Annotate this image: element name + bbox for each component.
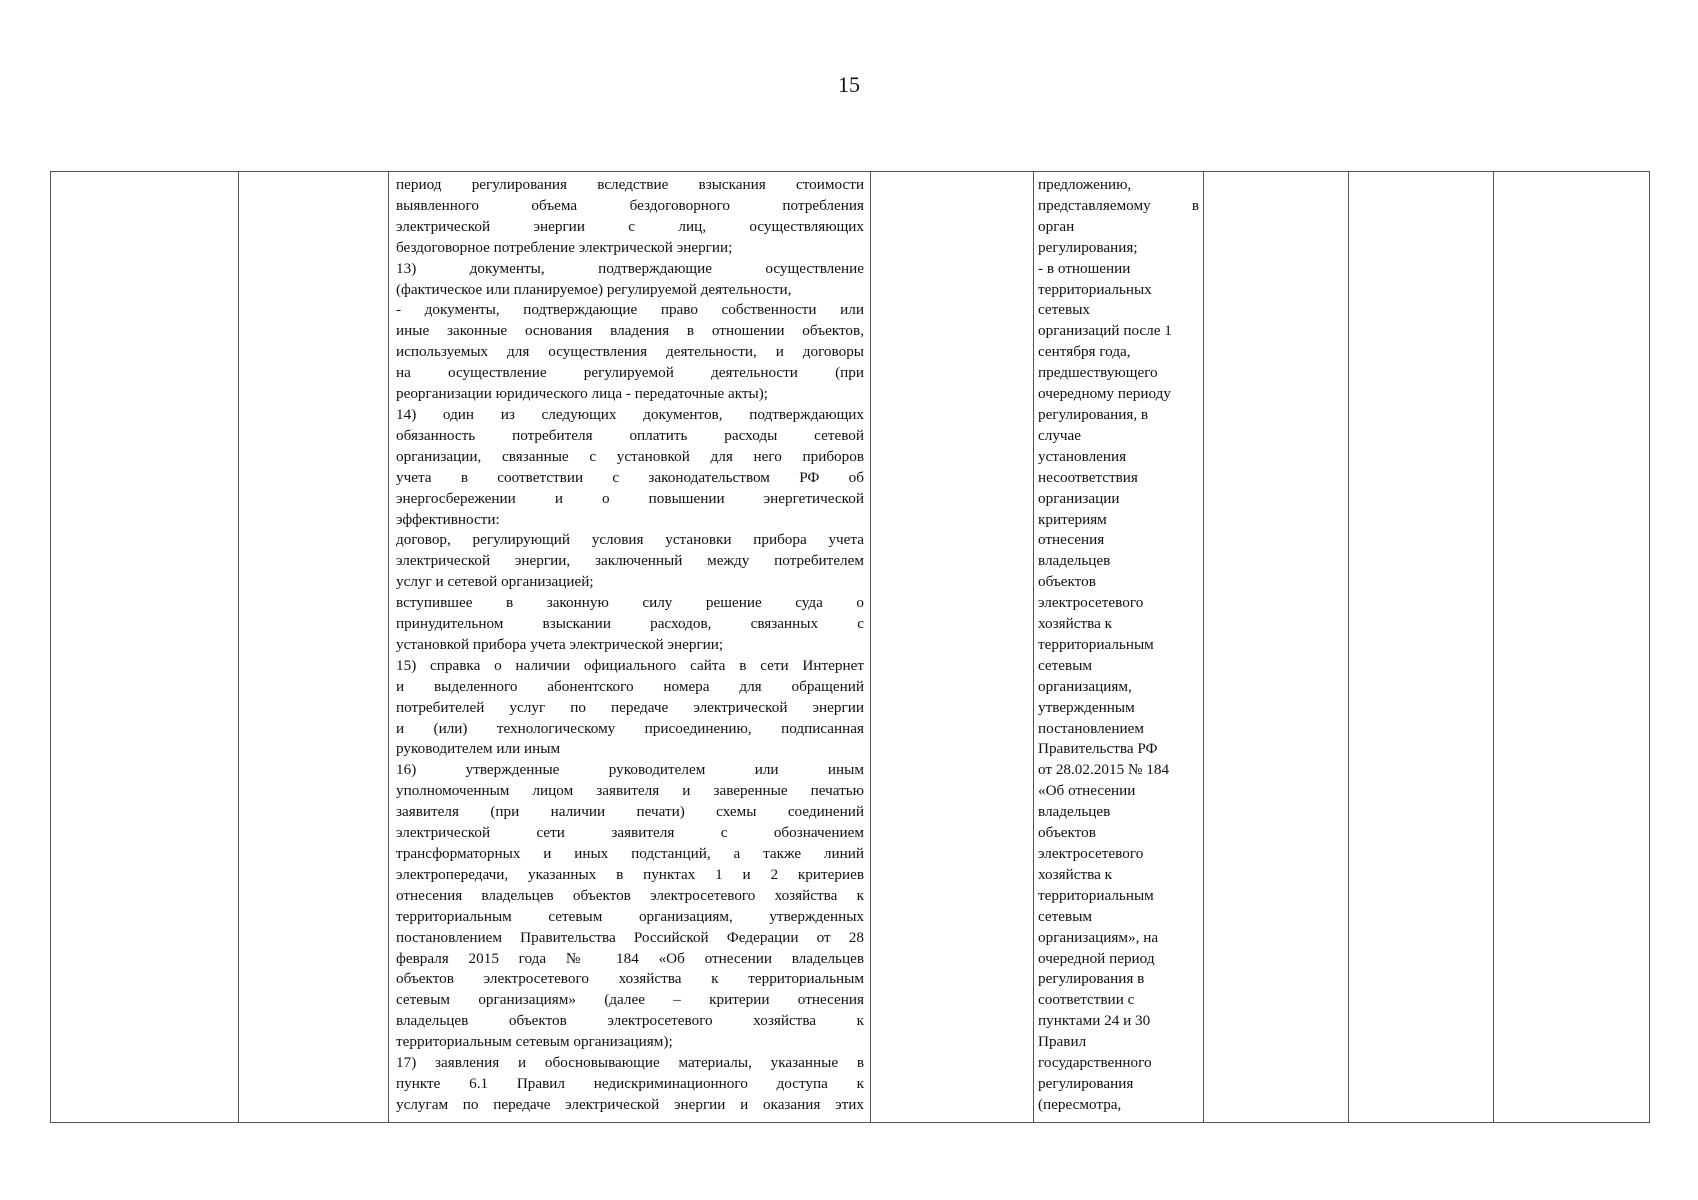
text-line: регулирования	[1038, 1074, 1134, 1092]
text-line: территориальных	[1038, 280, 1152, 298]
text-line: хозяйства к	[1038, 865, 1112, 883]
text-line: трансформаторных и иных подстанций, а также линий	[396, 845, 864, 862]
text-line: сетевым организациям» (далее – критерии отнесения	[396, 991, 864, 1009]
text-line: пункте 6.1 Правил недискриминационного доступа к	[396, 1074, 864, 1092]
text-line: объектов	[1038, 824, 1096, 842]
requirements-text	[396, 175, 864, 1116]
text-line: соответствии с	[1038, 991, 1135, 1009]
text-line: регулирования;	[1038, 238, 1138, 256]
text-line: «Об отнесении	[1038, 782, 1136, 800]
text-line: энергосбережении и о повышении энергетической	[396, 489, 864, 507]
text-line: территориальным сетевым организациям);	[396, 1033, 673, 1051]
text-line: электрической энергии с лиц, осуществляющих	[396, 217, 864, 235]
text-line: (фактическое или планируемое) регулируемой деятельности,	[396, 280, 792, 298]
text-line: сетевых	[1038, 301, 1091, 319]
text-line: владельцев объектов электросетевого хозяйства к	[396, 1012, 864, 1030]
table-cell-col7	[1349, 172, 1494, 1123]
text-line: орган	[1038, 217, 1075, 235]
text-line: эффективности:	[396, 510, 500, 528]
text-line: (пересмотра,	[1038, 1095, 1122, 1113]
text-line: предложению,	[1038, 176, 1132, 193]
text-line: - документы, подтверждающие право собственности или	[396, 301, 864, 319]
text-line: постановлением	[1038, 719, 1145, 737]
text-line: используемых для осуществления деятельности, и договоры	[396, 343, 864, 361]
text-line: установкой прибора учета электрической энергии;	[396, 635, 724, 653]
text-line: на осуществление регулируемой деятельности (при	[396, 364, 864, 382]
text-line: бездоговорное потребление электрической энергии;	[396, 238, 733, 256]
text-line: очередной период	[1038, 949, 1155, 967]
text-line: выявленного объема бездоговорного потребления	[396, 196, 864, 214]
text-line: электросетевого	[1038, 594, 1144, 612]
text-line: услугам по передаче электрической энергии и оказания этих	[396, 1095, 864, 1113]
text-line: пунктами 24 и 30	[1038, 1012, 1151, 1030]
text-line: 15) справка о наличии официального сайта в сети Интернет	[396, 656, 864, 674]
text-line: электрической сети заявителя с обозначением	[396, 824, 864, 842]
text-line: представляемому в	[1038, 196, 1199, 214]
text-line: 16) утвержденные руководителем или иным	[396, 761, 864, 779]
text-line: сентября года,	[1038, 343, 1131, 361]
text-line: организации	[1038, 489, 1120, 507]
text-line: период регулирования вследствие взыскания стоимости	[396, 176, 864, 193]
text-line: договор, регулирующий условия установки прибора учета	[396, 531, 864, 549]
text-line: электропередачи, указанных в пунктах 1 и 2 критериев	[396, 865, 864, 883]
text-line: вступившее в законную силу решение суда о	[396, 594, 864, 612]
text-line: руководителем или иным	[396, 740, 561, 758]
text-line: объектов	[1038, 573, 1096, 591]
text-line: объектов электросетевого хозяйства к территориальным	[396, 970, 864, 988]
text-line: потребителей услуг по передаче электрической энергии	[396, 698, 864, 716]
text-line: организации, связанные с установкой для него приборов	[396, 447, 864, 465]
text-line: владельцев	[1038, 552, 1111, 570]
text-line: сетевым	[1038, 656, 1093, 674]
table-cell-col6	[1204, 172, 1349, 1123]
text-line: организациям», на	[1038, 928, 1159, 946]
table-row	[51, 172, 1650, 1123]
text-line: электросетевого	[1038, 845, 1144, 862]
table-cell-requirements	[389, 172, 871, 1123]
text-line: предшествующего	[1038, 364, 1158, 382]
text-line: и (или) технологическому присоединению, подписанная	[396, 719, 864, 737]
text-line: - в отношении	[1038, 259, 1131, 277]
text-line: организациям,	[1038, 677, 1132, 695]
text-line: заявителя (при наличии печати) схемы соединений	[396, 803, 864, 821]
text-line: Правительства РФ	[1038, 740, 1158, 758]
document-table	[50, 171, 1650, 1123]
text-line: 14) один из следующих документов, подтверждающих	[396, 405, 864, 423]
text-line: электрической энергии, заключенный между потребителем	[396, 552, 864, 570]
text-line: февраля 2015 года № 184 «Об отнесении владельцев	[396, 949, 864, 967]
text-line: установления	[1038, 447, 1127, 465]
text-line: территориальным сетевым организациям, утвержденных	[396, 907, 864, 925]
text-line: регулирования, в	[1038, 405, 1149, 423]
text-line: от 28.02.2015 № 184	[1038, 761, 1170, 779]
text-line: государственного	[1038, 1054, 1152, 1072]
deadlines-text	[1038, 175, 1199, 1116]
text-line: и выделенного абонентского номера для обращений	[396, 677, 864, 695]
text-line: владельцев	[1038, 803, 1111, 821]
text-line: отнесения владельцев объектов электросетевого хозяйства к	[396, 886, 864, 904]
text-line: иные законные основания владения в отношении объектов,	[396, 322, 864, 340]
text-line: организаций после 1	[1038, 322, 1172, 340]
text-line: регулирования в	[1038, 970, 1145, 988]
table-cell-col1	[51, 172, 239, 1123]
text-line: принудительном взыскании расходов, связанных с	[396, 615, 864, 633]
text-line: учета в соответствии с законодательством РФ об	[396, 468, 864, 486]
text-line: постановлением Правительства Российской Федерации от 28	[396, 928, 864, 946]
text-line: территориальным	[1038, 886, 1154, 904]
text-line: уполномоченным лицом заявителя и заверенные печатью	[396, 782, 864, 800]
table-cell-col8	[1494, 172, 1650, 1123]
text-line: несоответствия	[1038, 468, 1138, 486]
text-line: очередному периоду	[1038, 385, 1171, 403]
text-line: территориальным	[1038, 635, 1154, 653]
text-line: 17) заявления и обосновывающие материалы, указанные в	[396, 1054, 864, 1072]
text-line: обязанность потребителя оплатить расходы сетевой	[396, 426, 864, 444]
text-line: реорганизации юридического лица - передаточные акты);	[396, 385, 769, 403]
text-line: Правил	[1038, 1033, 1087, 1051]
table-cell-deadlines	[1034, 172, 1204, 1123]
text-line: отнесения	[1038, 531, 1105, 549]
table-cell-col4	[871, 172, 1034, 1123]
text-line: услуг и сетевой организацией;	[396, 573, 594, 591]
page-number: 15	[838, 72, 860, 97]
text-line: сетевым	[1038, 907, 1093, 925]
text-line: 13) документы, подтверждающие осуществление	[396, 259, 864, 277]
table-cell-col2	[239, 172, 389, 1123]
text-line: хозяйства к	[1038, 615, 1112, 633]
text-line: критериям	[1038, 510, 1107, 528]
text-line: случае	[1038, 426, 1082, 444]
text-line: утвержденным	[1038, 698, 1135, 716]
